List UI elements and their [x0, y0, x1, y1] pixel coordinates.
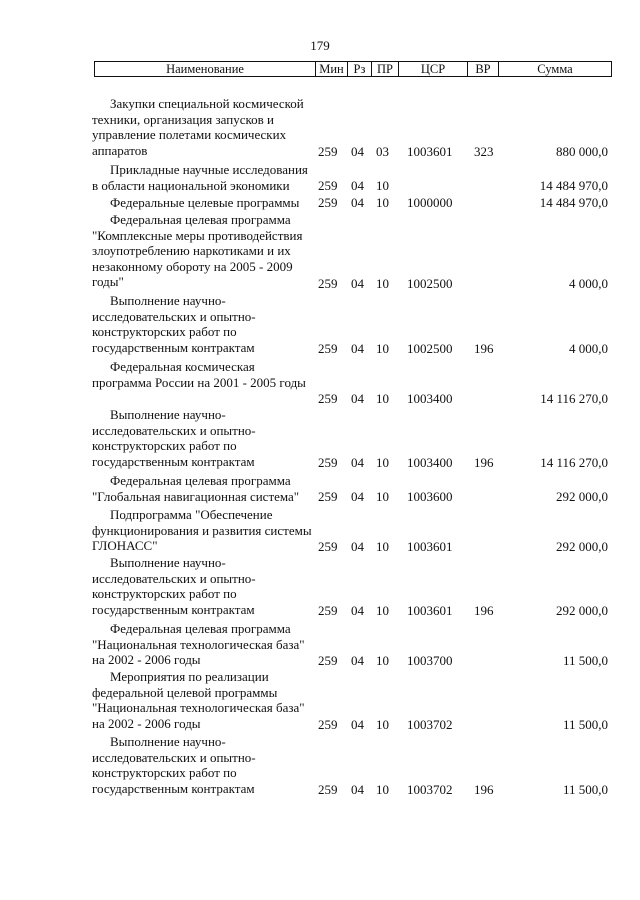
row-vr: 196 — [474, 603, 494, 618]
row-rz: 04 — [351, 489, 364, 504]
row-vr: 196 — [474, 341, 494, 356]
header-rz: Рз — [348, 62, 372, 76]
row-sum: 11 500,0 — [562, 717, 608, 732]
row-name: Мероприятия по реализации федеральной целевой программы "Национальная технологическая база" на 2002 - 2006 годы — [92, 669, 305, 731]
row-sum: 11 500,0 — [562, 653, 608, 668]
row-min: 259 — [318, 782, 338, 797]
row-min: 259 — [318, 489, 338, 504]
header-sum: Сумма — [537, 62, 573, 76]
row-pr: 10 — [376, 653, 389, 668]
row-sum: 4 000,0 — [569, 276, 608, 291]
row-name: Прикладные научные исследования в области национальной экономики — [92, 162, 308, 193]
row-sum: 292 000,0 — [556, 603, 608, 618]
row-csr: 1003601 — [407, 603, 453, 618]
row-min: 259 — [318, 341, 338, 356]
row-rz: 04 — [351, 717, 364, 732]
row-sum: 292 000,0 — [556, 539, 608, 554]
row-name: Федеральная космическая программа России на 2001 - 2005 годы — [92, 359, 306, 390]
row-min: 259 — [318, 455, 338, 470]
row-sum: 11 500,0 — [562, 782, 608, 797]
row-sum: 14 484 970,0 — [539, 195, 608, 210]
row-rz: 04 — [351, 455, 364, 470]
row-pr: 10 — [376, 391, 389, 406]
row-vr: 196 — [474, 782, 494, 797]
row-sum: 14 116 270,0 — [540, 455, 608, 470]
header-vr: ВР — [468, 62, 499, 76]
page-number: 179 — [310, 38, 330, 53]
row-rz: 04 — [351, 603, 364, 618]
row-pr: 10 — [376, 276, 389, 291]
header-csr: ЦСР — [399, 62, 468, 76]
row-sum: 880 000,0 — [556, 144, 608, 159]
row-min: 259 — [318, 717, 338, 732]
row-name: Выполнение научно-исследовательских и опытно-конструкторских работ по государственным контрактам — [92, 555, 256, 617]
header-name: Наименование — [95, 62, 316, 76]
table-header — [94, 61, 612, 77]
row-min: 259 — [318, 653, 338, 668]
row-name: Выполнение научно-исследовательских и опытно-конструкторских работ по государственным контрактам — [92, 293, 256, 355]
row-pr: 10 — [376, 455, 389, 470]
row-vr: 323 — [474, 144, 494, 159]
row-name: Федеральная целевая программа "Глобальная навигационная система" — [92, 473, 300, 504]
row-name: Выполнение научно-исследовательских и опытно-конструкторских работ по государственным контрактам — [92, 407, 256, 469]
row-csr: 1003601 — [407, 539, 453, 554]
row-pr: 10 — [376, 178, 389, 193]
row-name: Федеральные целевые программы — [110, 195, 300, 210]
row-pr: 03 — [376, 144, 389, 159]
row-rz: 04 — [351, 341, 364, 356]
header-pr: ПР — [372, 62, 399, 76]
row-rz: 04 — [351, 391, 364, 406]
row-name: Подпрограмма "Обеспечение функционирования и развития системы ГЛОНАСС" — [92, 507, 312, 553]
row-csr: 1000000 — [407, 195, 453, 210]
row-rz: 04 — [351, 276, 364, 291]
row-rz: 04 — [351, 653, 364, 668]
row-min: 259 — [318, 276, 338, 291]
row-csr: 1003702 — [407, 717, 453, 732]
row-pr: 10 — [376, 539, 389, 554]
row-csr: 1003400 — [407, 391, 453, 406]
row-min: 259 — [318, 539, 338, 554]
row-rz: 04 — [351, 178, 364, 193]
row-name: Выполнение научно-исследовательских и опытно-конструкторских работ по государственным контрактам — [92, 734, 256, 796]
row-sum: 14 116 270,0 — [540, 391, 608, 406]
row-sum: 14 484 970,0 — [539, 178, 608, 193]
row-rz: 04 — [351, 539, 364, 554]
row-pr: 10 — [376, 782, 389, 797]
row-csr: 1003601 — [407, 144, 453, 159]
row-min: 259 — [318, 144, 338, 159]
row-pr: 10 — [376, 603, 389, 618]
row-pr: 10 — [376, 717, 389, 732]
row-pr: 10 — [376, 341, 389, 356]
row-pr: 10 — [376, 195, 389, 210]
row-min: 259 — [318, 178, 338, 193]
row-name: Федеральная целевая программа "Национальная технологическая база" на 2002 - 2006 годы — [92, 621, 305, 667]
row-name: Федеральная целевая программа "Комплексные меры противодействия злоупотреблению наркотиками и их незаконному обороту на 2005 - 2009 годы" — [92, 212, 303, 289]
row-csr: 1002500 — [407, 341, 453, 356]
row-vr: 196 — [474, 455, 494, 470]
row-name: Закупки специальной космической техники, организация запусков и управление полетами космических аппаратов — [92, 96, 304, 158]
row-csr: 1003700 — [407, 653, 453, 668]
header-min: Мин — [316, 62, 348, 76]
row-rz: 04 — [351, 195, 364, 210]
row-csr: 1003600 — [407, 489, 453, 504]
row-csr: 1002500 — [407, 276, 453, 291]
row-rz: 04 — [351, 144, 364, 159]
row-sum: 292 000,0 — [556, 489, 608, 504]
row-csr: 1003702 — [407, 782, 453, 797]
row-sum: 4 000,0 — [569, 341, 608, 356]
row-rz: 04 — [351, 782, 364, 797]
row-pr: 10 — [376, 489, 389, 504]
row-min: 259 — [318, 391, 338, 406]
row-min: 259 — [318, 603, 338, 618]
row-min: 259 — [318, 195, 338, 210]
row-csr: 1003400 — [407, 455, 453, 470]
